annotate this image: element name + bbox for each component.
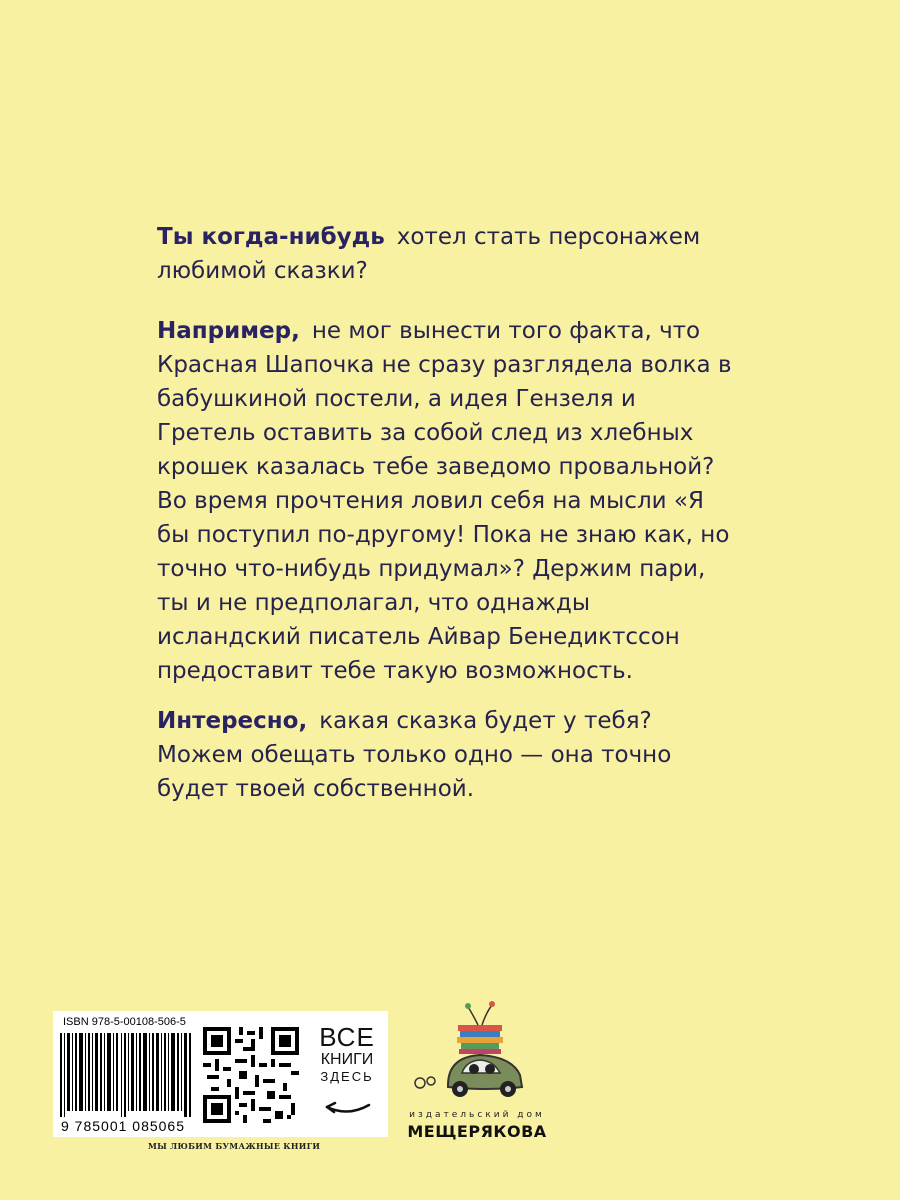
- qr-caption-line3: ЗДЕСЬ: [320, 1069, 374, 1084]
- qr-caption-line2: КНИГИ: [320, 1051, 374, 1068]
- publisher-line1: издательский дом: [409, 1110, 545, 1120]
- qr-code-icon[interactable]: [203, 1027, 299, 1123]
- paragraph-1-lead: Ты когда-нибудь: [157, 224, 385, 250]
- paragraph-2: [157, 314, 737, 688]
- slogan: МЫ ЛЮБИМ БУМАЖНЫЕ КНИГИ: [148, 1141, 321, 1151]
- barcode-panel: [53, 1011, 388, 1137]
- paragraph-2-lead: Например,: [157, 318, 300, 344]
- publisher-car-logo-icon: [400, 995, 550, 1110]
- paragraph-1-body: хотел стать персонажем любимой сказки?: [157, 224, 701, 284]
- paragraph-3-lead: Интересно,: [157, 708, 308, 734]
- publisher-name: МЕЩЕРЯКОВА: [407, 1122, 547, 1141]
- isbn-label: ISBN 978-5-00108-506-5: [63, 1016, 186, 1028]
- paragraph-2-body: не мог вынести того факта, что Красная Шапочка не сразу разглядела волка в бабушкиной постели, а идея Гензеля и Гретель оставить за собой след из хлебных крошек казалась тебе заведомо провальной? Во время прочтения ловил себя на мысли «Я бы поступил по-другому! Пока не знаю как, но точно что-нибудь придумал»? Держим пари, ты и не предполагал, что однажды исландский писатель Айвар Бенедиктссон предоставит тебе такую возможность.: [157, 318, 732, 684]
- paragraph-1: [157, 220, 737, 288]
- barcode-icon: [58, 1033, 198, 1117]
- qr-caption-line1: ВСЕ: [319, 1022, 375, 1052]
- arrow-left-icon: [323, 1099, 373, 1119]
- qr-caption: [311, 1023, 383, 1085]
- paragraph-3-body: какая сказка будет у тебя? Можем обещать только одно — она точно будет твоей собственной.: [157, 708, 672, 802]
- paragraph-3: [157, 704, 737, 806]
- isbn-digits: 9 785001 085065: [61, 1118, 185, 1134]
